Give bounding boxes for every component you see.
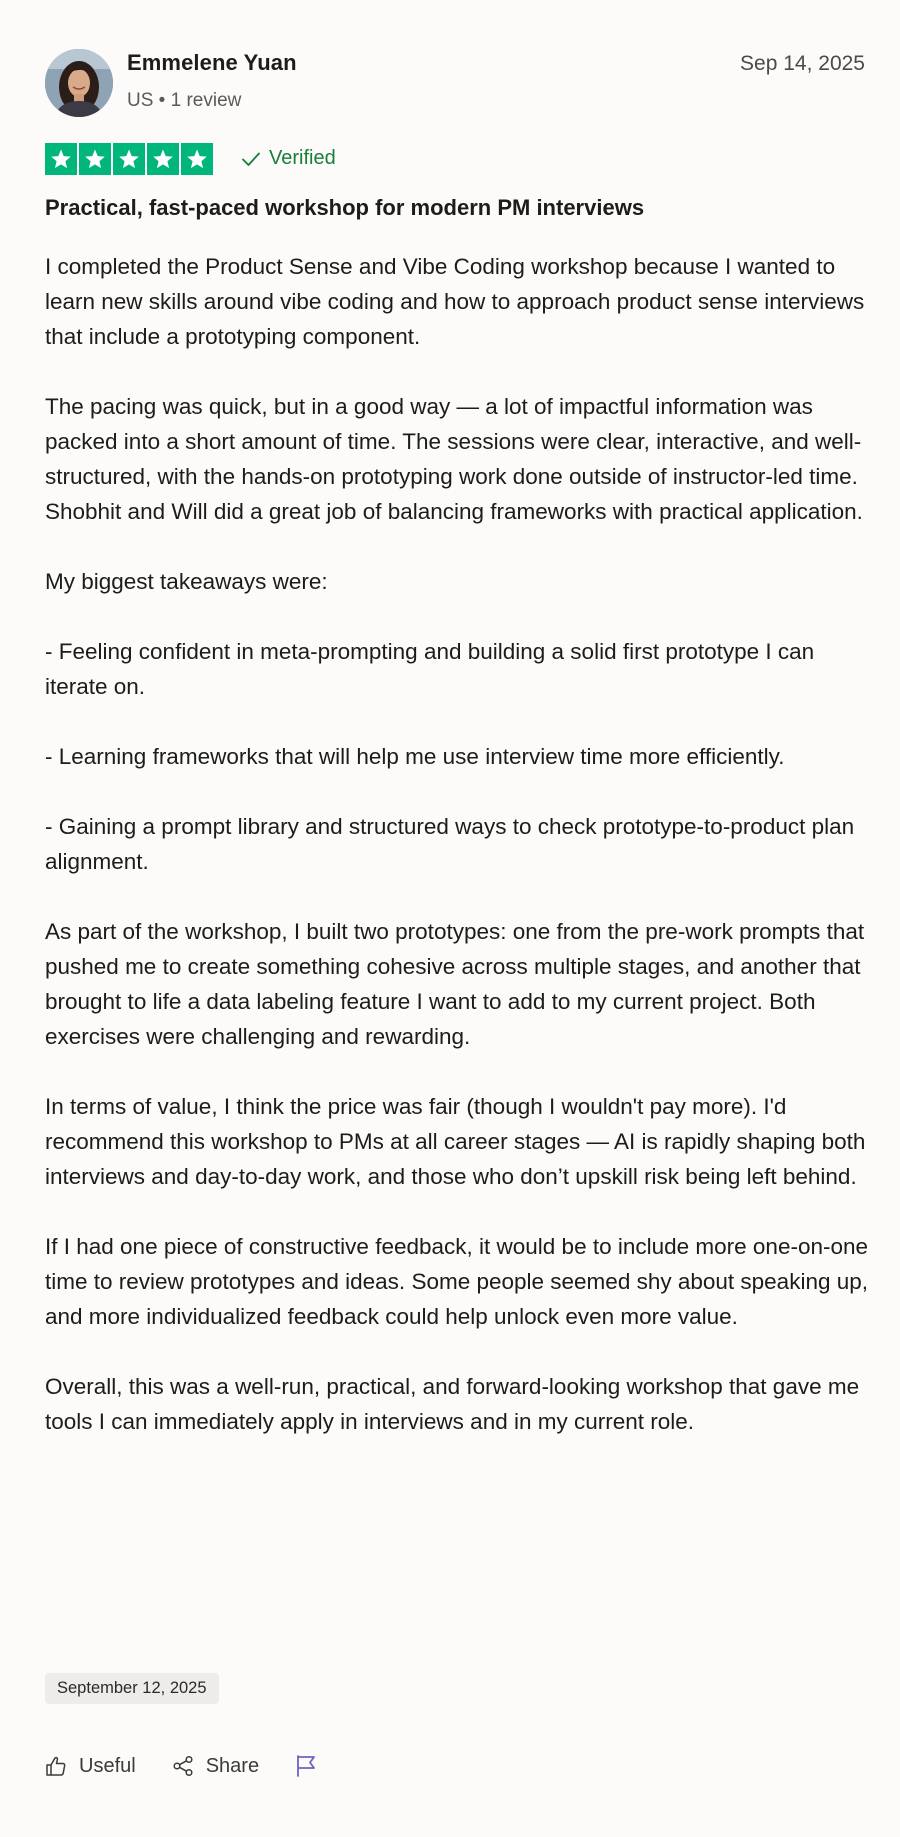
star-icon — [181, 143, 213, 175]
review-paragraph: My biggest takeaways were: — [45, 569, 328, 594]
useful-button[interactable] — [45, 1755, 136, 1778]
review-paragraph: The pacing was quick, but in a good way — a lot of impactful information was packed into a short amount of time. The sessions were clear, interactive, and well-structured, with the hands-on prototyping work done outside of instructor-led time. Shobhit and Will did a great job of balancing frameworks with practical application. — [45, 394, 863, 524]
review-body — [45, 249, 875, 1439]
avatar[interactable] — [45, 49, 113, 117]
share-label: Share — [205, 1754, 260, 1777]
star-icon — [79, 143, 111, 175]
review-paragraph: Overall, this was a well-run, practical, and forward-looking workshop that gave me tools I can immediately apply in interviews and in my current role. — [45, 1374, 860, 1434]
review-paragraph: As part of the workshop, I built two prototypes: one from the pre-work prompts that pushed me to create something cohesive across multiple stages, and another that brought to life a data labeling feature I want to add to my current project. Both exercises were challenging and rewarding. — [45, 919, 865, 1049]
share-icon — [172, 1755, 194, 1777]
experience-date-badge: September 12, 2025 — [45, 1673, 219, 1704]
review-paragraph: If I had one piece of constructive feedback, it would be to include more one-on-one time to review prototypes and ideas. Some people seemed shy about speaking up, and more individualized feedback could help unlock even more value. — [45, 1234, 869, 1329]
review-card — [45, 0, 869, 1777]
checkmark-icon — [241, 151, 261, 167]
review-paragraph: - Feeling confident in meta-prompting and building a solid first prototype I can iterate on. — [45, 639, 815, 699]
review-paragraph: In terms of value, I think the price was fair (though I wouldn't pay more). I'd recommend this workshop to PMs at all career stages — AI is rapidly shaping both interviews and day-to-day work, and those who don’t upskill risk being left behind. — [45, 1094, 866, 1189]
review-paragraph: - Learning frameworks that will help me use interview time more efficiently. — [45, 744, 785, 769]
star-rating — [45, 143, 213, 175]
review-actions — [45, 1750, 329, 1782]
verified-badge[interactable] — [241, 147, 336, 170]
reviewer-name[interactable]: Emmelene Yuan — [127, 50, 297, 75]
review-paragraph: - Gaining a prompt library and structured ways to check prototype-to-product plan alignment. — [45, 814, 855, 874]
flag-icon — [295, 1754, 317, 1778]
verified-label: Verified — [269, 147, 336, 169]
useful-label: Useful — [79, 1754, 136, 1777]
thumbs-up-icon — [45, 1755, 67, 1777]
review-header — [45, 0, 865, 140]
review-date: Sep 14, 2025 — [740, 52, 865, 75]
share-button[interactable] — [172, 1755, 259, 1778]
review-title: Practical, fast-paced workshop for modern PM interviews — [45, 195, 645, 220]
review-paragraph: I completed the Product Sense and Vibe Coding workshop because I wanted to learn new skills around vibe coding and how to approach product sense interviews that include a prototyping component. — [45, 254, 865, 349]
reviewer-meta: US • 1 review — [127, 90, 242, 111]
star-icon — [147, 143, 179, 175]
star-icon — [113, 143, 145, 175]
report-button[interactable] — [295, 1754, 329, 1778]
star-icon — [45, 143, 77, 175]
avatar-image — [45, 49, 113, 117]
rating-row — [45, 142, 336, 175]
